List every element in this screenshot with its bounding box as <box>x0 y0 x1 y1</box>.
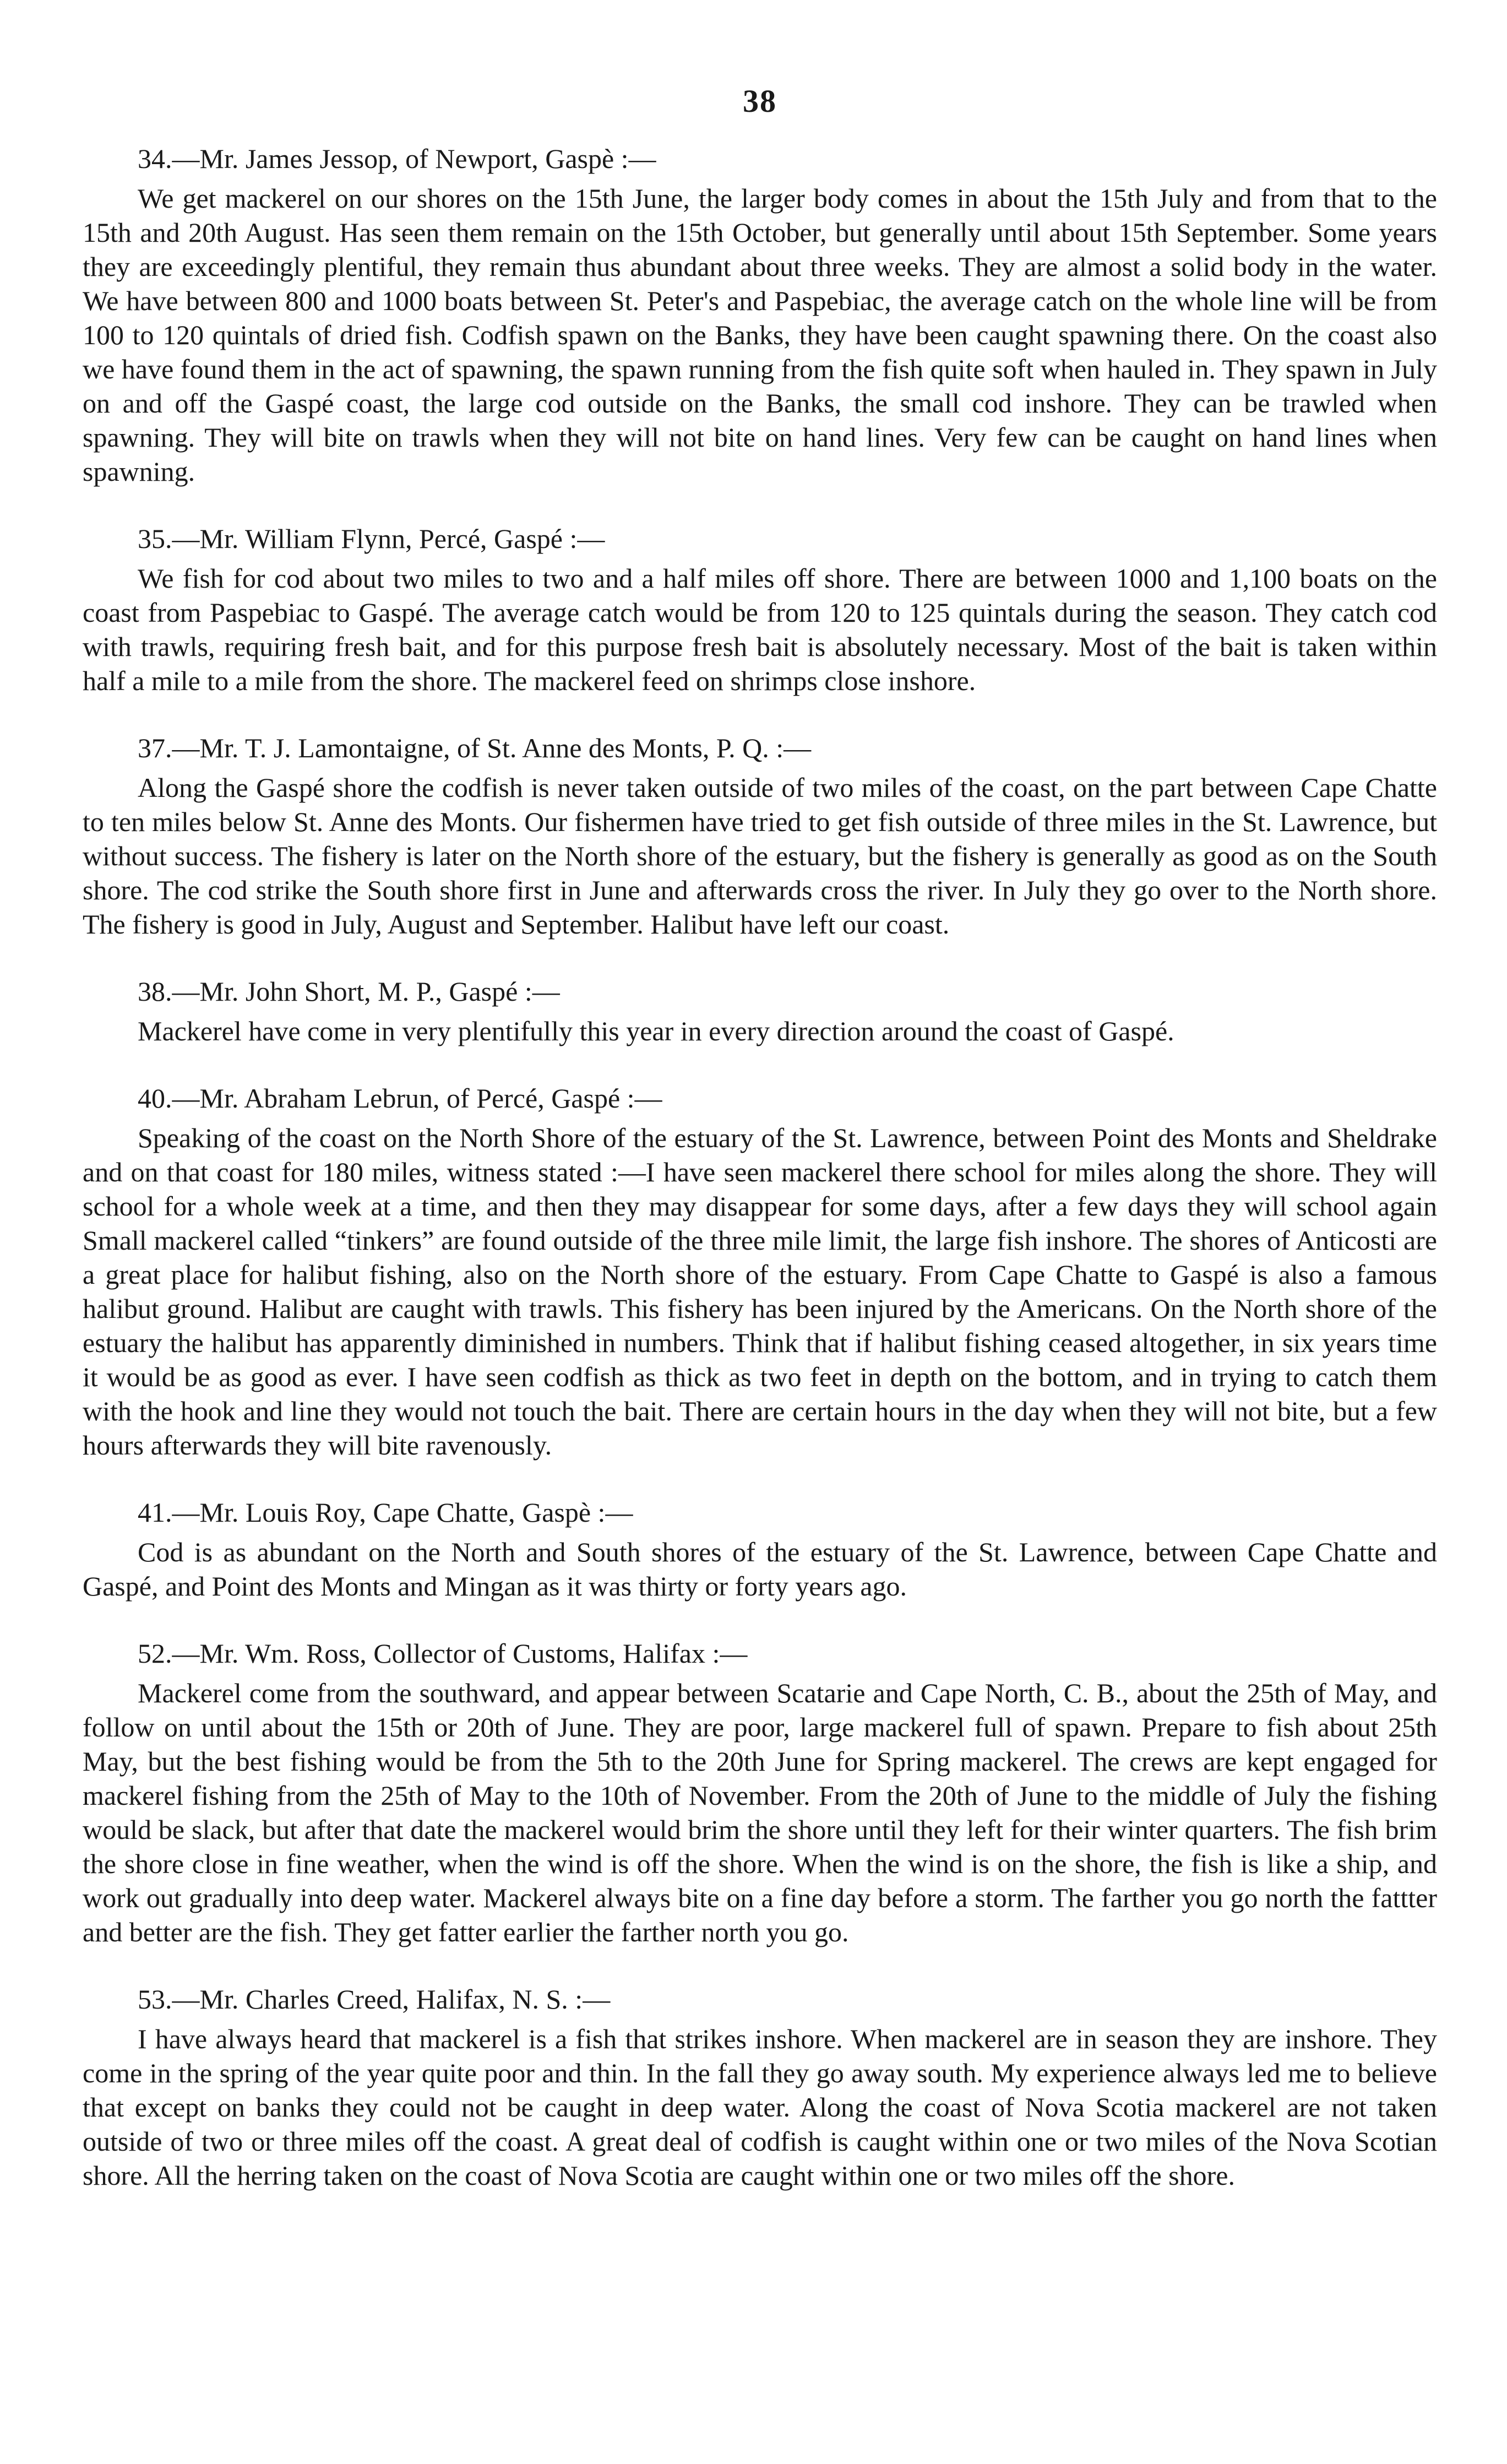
testimony-entry-52 <box>83 1636 1437 1949</box>
entry-body: Mackerel come from the southward, and appear between Scatarie and Cape North, C. B., about the 25th of May, and follow on until about the 15th or 20th of June. They are poor, large mackerel full of spawn. Prepare to fish about 25th May, but the best fishing would be from the 5th to the 20th June for Spring mackerel. The crews are kept engaged for mackerel fishing from the 25th of May to the 10th of November. From the 20th of June to the middle of July the fishing would be slack, but after that date the mackerel would brim the shore until they left for their winter quarters. The fish brim the shore close in fine weather, when the wind is off the shore. When the wind is on the shore, the fish is like a ship, and work out gradually into deep water. Mackerel always bite on a fine day before a storm. The farther you go north the fattter and better are the fish. They get fatter earlier the farther north you go. <box>83 1678 1437 1947</box>
entry-heading: 34.—Mr. James Jessop, of Newport, Gaspè :— <box>138 143 656 174</box>
testimony-entry-34 <box>83 142 1437 489</box>
entry-body: Cod is as abundant on the North and South shores of the estuary of the St. Lawrence, between Cape Chatte and Gaspé, and Point des Monts and Mingan as it was thirty or forty years ago. <box>83 1537 1437 1602</box>
testimony-entry-41 <box>83 1495 1437 1603</box>
entry-heading: 52.—Mr. Wm. Ross, Collector of Customs, Halifax :— <box>138 1638 748 1669</box>
testimony-entry-53 <box>83 1982 1437 2192</box>
entry-heading: 37.—Mr. T. J. Lamontaigne, of St. Anne des Monts, P. Q. :— <box>138 732 812 763</box>
entry-body: Along the Gaspé shore the codfish is never taken outside of two miles of the coast, on the part between Cape Chatte to ten miles below St. Anne des Monts. Our fishermen have tried to get fish outside of three miles in the St. Lawrence, but without success. The fishery is later on the North shore of the estuary, but the fishery is generally as good as on the South shore. The cod strike the South shore first in June and afterwards cross the river. In July they go over to the North shore. The fishery is good in July, August and September. Halibut have left our coast. <box>83 772 1437 940</box>
entry-heading: 41.—Mr. Louis Roy, Cape Chatte, Gaspè :— <box>138 1497 633 1528</box>
testimony-entry-40 <box>83 1081 1437 1462</box>
entry-body: Speaking of the coast on the North Shore of the estuary of the St. Lawrence, between Point des Monts and Sheldrake and on that coast for 180 miles, witness stated :—I have seen mackerel there school for miles along the shore. They will school for a whole week at a time, and then they may disappear for some days, after a few days they will school again Small mackerel called “tinkers” are found outside of the three mile limit, the large fish inshore. The shores of Anticosti are a great place for halibut fishing, also on the North shore of the estuary. From Cape Chatte to Gaspé is also a famous halibut ground. Halibut are caught with trawls. This fishery has been injured by the Americans. On the North shore of the estuary the halibut has apparently diminished in numbers. Think that if halibut fishing ceased altogether, in six years time it would be as good as ever. I have seen codfish as thick as two feet in depth on the bottom, and in trying to catch them with the hook and line they would not touch the bait. There are certain hours in the day when they will not bite, but a few hours afterwards they will bite ravenously. <box>83 1122 1437 1461</box>
document-page <box>83 83 1437 2226</box>
testimony-entry-37 <box>83 731 1437 941</box>
entry-body: I have always heard that mackerel is a fish that strikes inshore. When mackerel are in season they are inshore. They come in the spring of the year quite poor and thin. In the fall they go away south. My experience always led me to believe that except on banks they could not be caught in deep water. Along the coast of Nova Scotia mackerel are not taken outside of two or three miles off the coast. A great deal of codfish is caught within one or two miles of the Nova Scotian shore. All the herring taken on the coast of Nova Scotia are caught within one or two miles off the shore. <box>83 2023 1437 2191</box>
entry-body: We fish for cod about two miles to two and a half miles off shore. There are between 1000 and 1,100 boats on the coast from Paspebiac to Gaspé. The average catch would be from 120 to 125 quintals during the season. They catch cod with trawls, requiring fresh bait, and for this purpose fresh bait is absolutely necessary. Most of the bait is taken within half a mile to a mile from the shore. The mackerel feed on shrimps close inshore. <box>83 563 1437 696</box>
entry-heading: 35.—Mr. William Flynn, Percé, Gaspé :— <box>138 523 605 554</box>
entry-body: We get mackerel on our shores on the 15th June, the larger body comes in about the 15th July and from that to the 15th and 20th August. Has seen them remain on the 15th October, but generally until about 15th September. Some years they are exceedingly plentiful, they remain thus abundant about three weeks. They are almost a solid body in the water. We have between 800 and 1000 boats between St. Peter's and Paspebiac, the average catch on the whole line will be from 100 to 120 quintals of dried fish. Codfish spawn on the Banks, they have been caught spawning there. On the coast also we have found them in the act of spawning, the spawn running from the fish quite soft when hauled in. They spawn in July on and off the Gaspé coast, the large cod outside on the Banks, the small cod inshore. They can be trawled when spawning. They will bite on trawls when they will not bite on hand lines. Very few can be caught on hand lines when spawning. <box>83 183 1437 487</box>
entry-heading: 38.—Mr. John Short, M. P., Gaspé :— <box>138 976 560 1007</box>
page-number: 38 <box>743 83 777 119</box>
testimony-entry-35 <box>83 522 1437 698</box>
entry-heading: 53.—Mr. Charles Creed, Halifax, N. S. :— <box>138 1984 611 2015</box>
testimony-entry-38 <box>83 974 1437 1048</box>
entry-heading: 40.—Mr. Abraham Lebrun, of Percé, Gaspé :— <box>138 1083 662 1114</box>
entry-body: Mackerel have come in very plentifully this year in every direction around the coast of Gaspé. <box>138 1016 1174 1046</box>
